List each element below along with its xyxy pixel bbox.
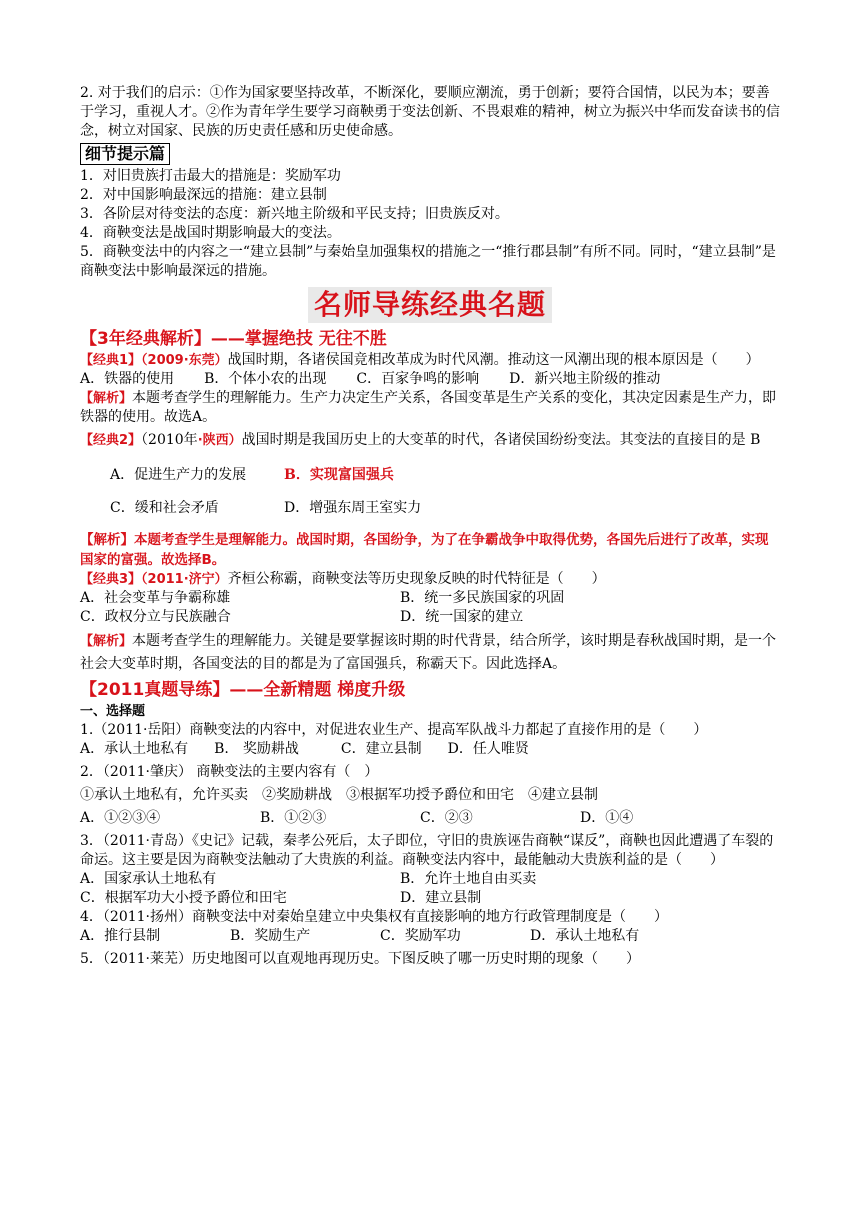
- classic-3-option-a: A．社会变革与争霸称雄: [80, 590, 231, 606]
- practice-q4-option-b: B．奖励生产: [230, 928, 311, 944]
- practice-q2: 2．（2011·肇庆） 商鞅变法的主要内容有（ ）: [80, 764, 379, 780]
- classic-2-source-year: （2010年: [141, 432, 198, 448]
- document-page: [80, 84, 780, 969]
- practice-q3-option-b: B．允许土地自由买卖: [400, 871, 537, 887]
- detail-item-2: 2．对中国影响最深远的措施：建立县制: [80, 187, 327, 203]
- classic-3-option-c: C．政权分立与民族融合: [80, 609, 231, 625]
- classic-3-analysis-text: 本题考查学生的理解能力。关键是要掌握该时期的时代背景，结合所学，该时期是春秋战国时期，是一个社会大变革时期，各国变法的目的都是为了富国强兵，称霸天下。因此选择A。: [80, 633, 777, 672]
- classic-2-text: 战国时期是我国历史上的大变革的时代，各诸侯国纷纷变法。其变法的直接目的是 B: [241, 432, 761, 448]
- classic-2-analysis: 【解析】本题考查学生是理解能力。战国时期，各国纷争，为了在争霸战争中取得优势，各国先后进行了改革，实现国家的富强。故选择B。: [80, 532, 769, 568]
- classic-2-label: 【经典2】: [80, 433, 142, 448]
- classic-1-analysis-text: 本题考查学生的理解能力。生产力决定生产关系，各国变革是生产关系的变化，其决定因素是生产力，即铁器的使用。故选A。: [80, 390, 777, 425]
- classic-1-option-b: B．个体小农的出现: [204, 371, 327, 387]
- practice-q1-option-b: B. 奖励耕战: [214, 741, 299, 757]
- practice-q2-subitems: ①承认土地私有，允许买卖 ②奖励耕战 ③根据军功授予爵位和田宅 ④建立县制: [80, 787, 598, 803]
- practice-q4-option-c: C．奖励军功: [380, 928, 461, 944]
- practice-q3-options-row-2: [80, 889, 780, 908]
- classic-3-question: [80, 570, 780, 589]
- detail-item-1: 1．对旧贵族打击最大的措施是：奖励军功: [80, 168, 341, 184]
- insight-paragraph: 2. 对于我们的启示：①作为国家要坚持改革，不断深化，要顺应潮流，勇于创新；要符合国情，以民为本；要善于学习，重视人才。②作为青年学生要学习商鞅勇于变法创新、不畏艰难的精神，树立为振兴中华而发奋读书的信念，树立对国家、民族的历史责任感和历史使命感。: [80, 85, 780, 139]
- banner-wrap: [80, 287, 780, 323]
- practice-q4-option-a: A．推行县制: [80, 928, 161, 944]
- classic-2-options-row-2: [80, 499, 780, 518]
- practice-q1: 1.（2011·岳阳）商鞅变法的内容中，对促进农业生产、提高军队战斗力都起了直接作用的是（ ）: [80, 722, 708, 738]
- detail-item-3: 3．各阶层对待变法的态度：新兴地主阶级和平民支持；旧贵族反对。: [80, 206, 509, 222]
- classic-1-option-a: A．铁器的使用: [80, 371, 175, 387]
- classic-3-text: 齐桓公称霸，商鞅变法等历史现象反映的时代特征是（ ）: [227, 571, 606, 587]
- practice-q2-option-a: A．①②③④: [80, 810, 161, 826]
- practice-q4-options: [80, 927, 780, 946]
- practice-q2-option-d: D．①④: [580, 810, 634, 826]
- classic-3-option-d: D．统一国家的建立: [400, 609, 524, 625]
- classic-3-options-row-2: [80, 608, 780, 627]
- classic-3-option-b: B．统一多民族国家的巩固: [400, 590, 565, 606]
- classic-1-option-c: C．百家争鸣的影响: [356, 371, 480, 387]
- practice-q3-options-row-1: [80, 870, 780, 889]
- practice-q1-option-a: A．承认土地私有: [80, 741, 189, 757]
- classic-3-analysis-label: 【解析】: [80, 634, 133, 649]
- classic-2-question: [80, 427, 780, 454]
- classic-3-label: 【经典3】: [80, 572, 142, 587]
- practice-q3-option-a: A．国家承认土地私有: [80, 871, 217, 887]
- classic-1-text: 战国时期，各诸侯国竞相改革成为时代风潮。推动这一风潮出现的根本原因是（ ）: [227, 352, 760, 368]
- practice-q5: 5．（2011·莱芜）历史地图可以直观地再现历史。下图反映了哪一历史时期的现象（ ）: [80, 951, 640, 967]
- classic-3-source: （2011·济宁）: [141, 572, 228, 587]
- classic-1-analysis-label: 【解析】: [80, 391, 133, 406]
- detail-item-5: 5．商鞅变法中的内容之一“建立县制”与秦始皇加强集权的措施之一“推行郡县制”有所不同。同时，“建立县制”是商鞅变法中影响最深远的措施。: [80, 244, 776, 279]
- practice-q3-option-d: D．建立县制: [400, 890, 482, 906]
- detail-section-title: 细节提示篇: [80, 143, 170, 165]
- practice-q1-option-d: D．任人唯贤: [447, 741, 529, 757]
- classic-1-options: [80, 370, 780, 389]
- classic-2-options-row-1: [80, 466, 780, 485]
- banner-title: 名师导练经典名题: [308, 287, 552, 323]
- classic-2-option-b: B．实现富国强兵: [284, 467, 394, 483]
- classic-3-analysis: [80, 630, 780, 675]
- practice-q1-options: [80, 740, 780, 759]
- classic-section-title: 【3年经典解析】——掌握绝技 无往不胜: [80, 329, 387, 349]
- classic-3-options-row-1: [80, 589, 780, 608]
- classic-1-analysis: [80, 389, 780, 427]
- classic-2-option-c: C．缓和社会矛盾: [110, 500, 219, 516]
- classic-1-label: 【经典1】: [80, 353, 142, 368]
- practice-subsection: 一、选择题: [80, 704, 146, 719]
- practice-q3: 3．（2011·青岛）《史记》记载，秦孝公死后，太子即位，守旧的贵族诬告商鞅“谋反”，商鞅也因此遭遇了车裂的命运。这主要是因为商鞅变法触动了大贵族的利益。商鞅变法内容中，最能触动大贵族利益的是（ ）: [80, 833, 774, 868]
- practice-q1-option-c: C．建立县制: [340, 741, 422, 757]
- practice-q2-options: [80, 809, 780, 828]
- classic-2-source-place: ·陕西）: [197, 433, 242, 448]
- practice-section-title: 【2011真题导练】——全新精题 梯度升级: [80, 680, 406, 700]
- detail-item-4: 4．商鞅变法是战国时期影响最大的变法。: [80, 225, 341, 241]
- practice-q4: 4．（2011·扬州）商鞅变法中对秦始皇建立中央集权有直接影响的地方行政管理制度是（ ）: [80, 909, 668, 925]
- classic-1-option-d: D．新兴地主阶级的推动: [509, 371, 661, 387]
- practice-q2-option-c: C．②③: [420, 810, 473, 826]
- classic-1-question: [80, 351, 780, 370]
- practice-q4-option-d: D．承认土地私有: [530, 928, 640, 944]
- classic-1-source: （2009·东莞）: [141, 353, 228, 368]
- classic-2-option-a: A．促进生产力的发展: [110, 467, 247, 483]
- practice-q2-option-b: B．①②③: [260, 810, 327, 826]
- classic-2-option-d: D．增强东周王室实力: [284, 500, 422, 516]
- practice-q3-option-c: C．根据军功大小授予爵位和田宅: [80, 890, 287, 906]
